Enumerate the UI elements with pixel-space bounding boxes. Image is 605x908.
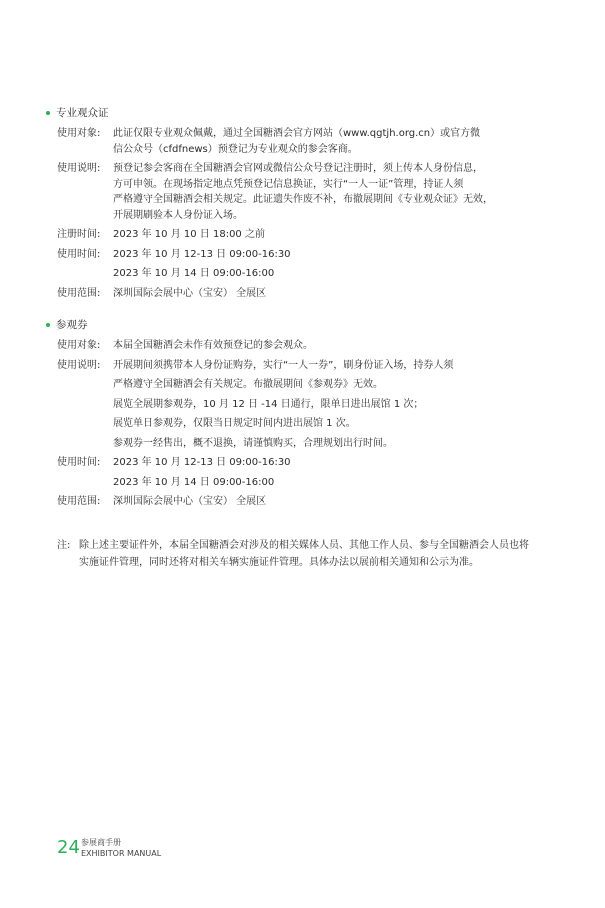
note-label: 注: [57,540,71,551]
bullet-icon [46,323,50,327]
object-value: 本届全国糖酒会未作有效预登记的参会观众。 [113,340,313,351]
section-visitor-ticket [46,318,546,514]
text-line: 开展期刷验本人身份证入场。 [113,209,243,221]
section-title [46,318,546,333]
reg-label: 注册时间: [57,229,101,240]
section-professional-visitor-pass [46,106,546,305]
scope-label: 使用范围: [57,287,101,299]
text-line: 2023 年 10 月 12-13 日 09:00-16:30 [113,457,291,468]
bullet-icon [46,111,50,115]
section-title [46,106,546,121]
text-line: 预登记参会客商在全国糖酒会官网或微信公众号登记注册时，须上传本人身份信息， [113,163,483,174]
desc-content [113,161,531,223]
scope-value: 深圳国际会展中心（宝安） 全展区 [113,496,267,507]
section-title-text: 参观券 [56,319,88,331]
text-line: 此证仅限专业观众佩戴，通过全国糖酒会官方网站（www.qgtjh.org.cn）或官方微 [113,128,481,139]
time-label: 使用时间: [57,457,101,468]
time-label: 使用时间: [57,248,101,260]
text-line: 严格遵守全国糖酒会有关规定。布撤展期间《参观券》无效。 [113,379,383,390]
time-content [113,247,531,282]
footer-title-en: EXHIBITOR MANUAL [81,849,162,858]
text-line: 2023 年 10 月 14 日 09:00-16:00 [113,268,275,279]
object-label: 使用对象: [57,340,101,351]
scope-label: 使用范围: [57,496,101,507]
object-label: 使用对象: [57,128,101,139]
note [57,537,537,571]
text-line: 参观券一经售出，概不退换，请谨慎购买，合理规划出行时间。 [113,437,393,449]
text-line: 信公众号（cfdfnews）预登记为专业观众的参会客商。 [113,143,358,155]
text-line: 方可申领。在现场指定地点凭预登记信息换证，实行“一人一证”管理，持证人须 [113,178,464,190]
text-line: 展览单日参观券，仅限当日规定时间内进出展馆 1 次。 [113,418,356,429]
page-number: 24 [57,837,80,858]
time-content [113,455,531,490]
section-title-text: 专业观众证 [56,107,109,119]
object-content [113,126,531,157]
text-line: 2023 年 10 月 14 日 09:00-16:00 [113,476,275,488]
text-line: 严格遵守全国糖酒会相关规定。此证遗失作废不补，布撤展期间《专业观众证》无效， [113,194,493,205]
footer-title [81,837,161,859]
text-line: 2023 年 10 月 12-13 日 09:00-16:30 [113,248,291,260]
desc-label: 使用说明: [57,359,101,371]
scope-value: 深圳国际会展中心（宝安） 全展区 [113,287,267,299]
note-text: 除上述主要证件外，本届全国糖酒会对涉及的相关媒体人员、其他工作人员、参与全国糖酒会人员也将实施证件管理，同时还将对相关车辆实施证件管理。具体办法以展前相关通知和公示为准。 [79,540,529,568]
desc-label: 使用说明: [57,163,101,174]
footer-title-cn: 参展商手册 [81,838,121,847]
text-line: 开展期间须携带本人身份证购券，实行“一人一券”，刷身份证入场，持券人须 [113,359,454,371]
text-line: 展览全展期参观券，10 月 12 日 -14 日通行，限单日进出展馆 1 次； [113,398,424,410]
desc-content [113,358,531,452]
reg-value: 2023 年 10 月 10 日 18:00 之前 [113,229,265,240]
